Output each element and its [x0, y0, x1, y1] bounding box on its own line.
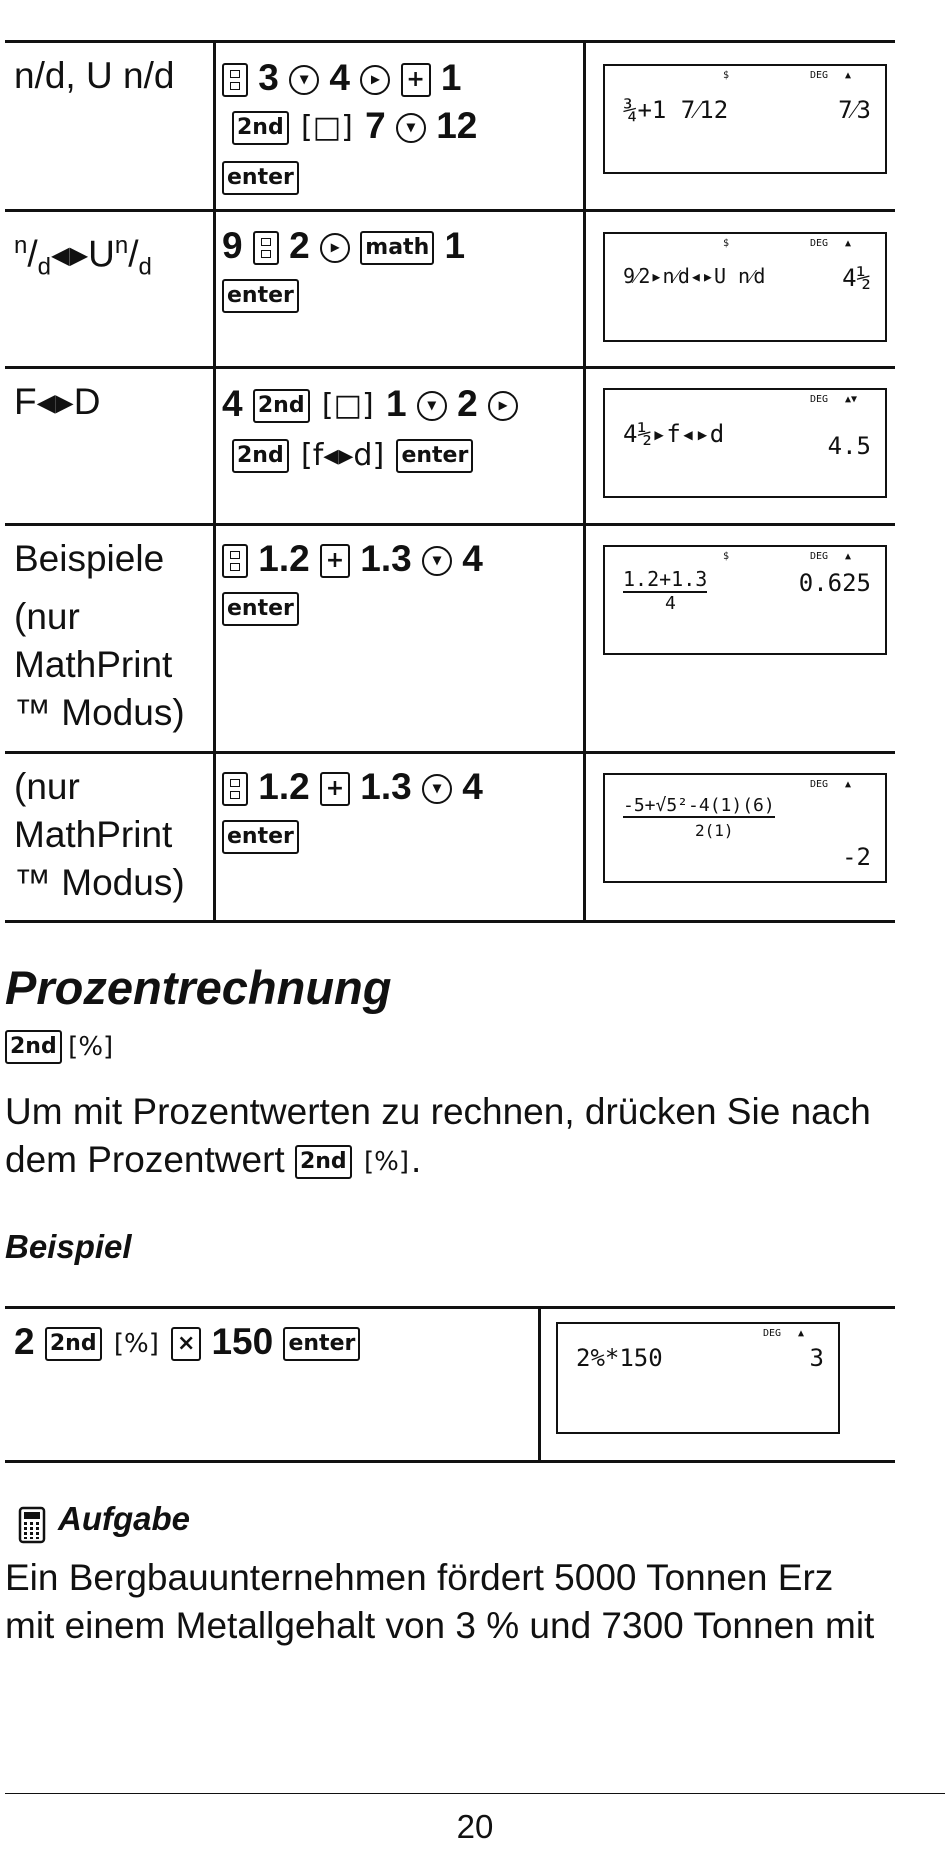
right-arrow-key-icon: ▸: [488, 391, 518, 421]
down-arrow-key-icon: ▾: [422, 774, 452, 804]
screen-indicator: DEG: [810, 394, 829, 405]
screen-indicator: ▲: [798, 1328, 805, 1339]
key-value: 7: [365, 105, 386, 146]
table-border: [5, 209, 895, 212]
function-label: (nur MathPrint ™ Modus): [14, 766, 185, 903]
key-enter: enter: [222, 161, 299, 195]
key-value: 1.2: [258, 766, 310, 807]
key-2nd: 2nd: [45, 1327, 102, 1361]
table-border: [583, 40, 586, 923]
screen-indicator: $: [723, 70, 730, 81]
screen-indicator: ▲: [845, 779, 852, 790]
key-value: 1.2: [258, 538, 310, 579]
keystroke-sequence: [14, 1318, 360, 1368]
screen-result: 3: [809, 1344, 824, 1372]
key-value: 2: [457, 383, 478, 424]
task-paragraph: Ein Bergbauunternehmen fördert 5000 Tonnen Erz mit einem Metallgehalt von 3 % und 7300 Tonnen mit: [5, 1557, 875, 1646]
key-value: 4: [462, 538, 483, 579]
key-value: 1: [444, 225, 466, 266]
screen-indicator: DEG: [810, 70, 829, 81]
percent-key: [ % ]: [112, 1320, 161, 1368]
key-enter: enter: [222, 820, 299, 854]
function-label: F◂▸D: [14, 381, 101, 422]
fraction-key-icon: [222, 63, 248, 97]
example-heading: Beispiel: [5, 1228, 132, 1265]
fd-key: [ f◂▸d ]: [299, 432, 386, 480]
screen-indicator: ▲: [845, 551, 852, 562]
key-value: 1.3: [360, 538, 412, 579]
percent-key: [ % ]: [362, 1138, 411, 1186]
down-arrow-key-icon: ▾: [289, 65, 319, 95]
table-border: [5, 920, 895, 923]
section-title: Prozentrechnung: [5, 961, 392, 1014]
key-2nd: 2nd: [232, 439, 289, 473]
key-value: 1: [440, 57, 462, 98]
mixed-fraction-key: [ □ ]: [320, 382, 376, 430]
screen-indicator: ▲▼: [845, 394, 858, 405]
screen-indicator: $: [723, 551, 730, 562]
key-2nd: 2nd: [295, 1145, 352, 1179]
key-2nd: 2nd: [232, 111, 289, 145]
section-paragraph: Um mit Prozentwerten zu rechnen, drücken Sie nach dem Prozentwert 2nd [ % ] .: [5, 1088, 935, 1186]
keystroke-sequence: [222, 54, 577, 200]
key-2nd: 2nd: [253, 389, 310, 423]
footer-divider: [5, 1793, 945, 1794]
keystroke-sequence: [222, 535, 577, 631]
key-value: 4: [222, 383, 243, 424]
key-enter: enter: [222, 592, 299, 626]
key-2nd: 2nd: [5, 1030, 62, 1064]
shortcut-keys: [5, 1030, 115, 1064]
calculator-screen: [603, 388, 887, 498]
table-border: [5, 523, 895, 526]
key-value: 1.3: [360, 766, 412, 807]
table-border: [5, 1460, 895, 1463]
screen-indicator: ▲: [845, 70, 852, 81]
plus-key-icon: +: [401, 63, 431, 97]
down-arrow-key-icon: ▾: [422, 546, 452, 576]
key-enter: enter: [283, 1327, 360, 1361]
table-border: [5, 40, 895, 43]
screen-numerator: 1.2+1.3: [623, 567, 708, 591]
plus-key-icon: +: [320, 544, 350, 578]
down-arrow-key-icon: ▾: [396, 113, 426, 143]
function-label: n/d, U n/d: [14, 55, 175, 96]
calculator-screen: [556, 1322, 840, 1434]
screen-result: 0.625: [798, 569, 871, 597]
percent-key: [ % ]: [66, 1032, 115, 1062]
key-value: 3: [258, 57, 279, 98]
screen-indicator: DEG: [810, 238, 829, 249]
function-label: Beispiele (nur MathPrint ™ Modus): [14, 538, 185, 733]
calculator-screen: [603, 64, 887, 174]
screen-entry: 4½▸f◂▸d: [623, 420, 725, 448]
calculator-icon: [18, 1506, 46, 1549]
screen-entry: ¾+1 7⁄12: [623, 96, 729, 124]
down-arrow-key-icon: ▾: [417, 391, 447, 421]
right-arrow-key-icon: ▸: [320, 233, 350, 263]
screen-denominator: 4: [665, 593, 676, 614]
times-key-icon: ×: [171, 1327, 201, 1361]
calculator-screen: [603, 773, 887, 883]
page-number: 20: [456, 1808, 494, 1845]
table-border: [5, 1306, 895, 1309]
screen-numerator: -5+√5²-4(1)(6): [623, 795, 775, 816]
key-value: 2: [289, 225, 310, 266]
table-border: [213, 40, 216, 923]
plus-key-icon: +: [320, 772, 350, 806]
key-value: 9: [222, 225, 243, 266]
keystroke-sequence: [222, 763, 577, 859]
screen-indicator: DEG: [810, 779, 829, 790]
key-math: math: [360, 231, 434, 265]
screen-entry: 9⁄2▸n⁄d◂▸U n⁄d: [623, 264, 766, 288]
key-enter: enter: [396, 439, 473, 473]
key-value: 150: [211, 1321, 274, 1362]
key-value: 4: [462, 766, 483, 807]
screen-denominator: 2(1): [695, 821, 734, 840]
screen-entry: 2%*150: [576, 1344, 663, 1372]
screen-result: 7⁄3: [838, 96, 871, 124]
key-value: 4: [329, 57, 350, 98]
calculator-screen: [603, 545, 887, 655]
function-label: $^n/_d◂▸U^n/_d$: [14, 232, 152, 281]
screen-result: 4.5: [827, 432, 871, 460]
task-heading: Aufgabe: [58, 1500, 190, 1537]
calculator-screen: [603, 232, 887, 342]
table-border: [538, 1306, 541, 1463]
screen-indicator: $: [723, 238, 730, 249]
table-border: [5, 366, 895, 369]
fraction-key-icon: [222, 544, 248, 578]
fraction-key-icon: [253, 231, 279, 265]
key-value: 1: [385, 383, 407, 424]
keystroke-sequence: [222, 380, 577, 480]
screen-indicator: DEG: [763, 1328, 782, 1339]
right-arrow-key-icon: ▸: [360, 65, 390, 95]
screen-indicator: ▲: [845, 238, 852, 249]
screen-result: -2: [842, 843, 871, 871]
fraction-key-icon: [222, 772, 248, 806]
keystroke-sequence: [222, 222, 577, 318]
screen-indicator: DEG: [810, 551, 829, 562]
mixed-fraction-key: [ □ ]: [299, 104, 355, 152]
screen-result: 4½: [842, 264, 871, 292]
key-value: 12: [436, 105, 478, 146]
key-value: 2: [14, 1321, 35, 1362]
key-enter: enter: [222, 279, 299, 313]
table-border: [5, 751, 895, 754]
